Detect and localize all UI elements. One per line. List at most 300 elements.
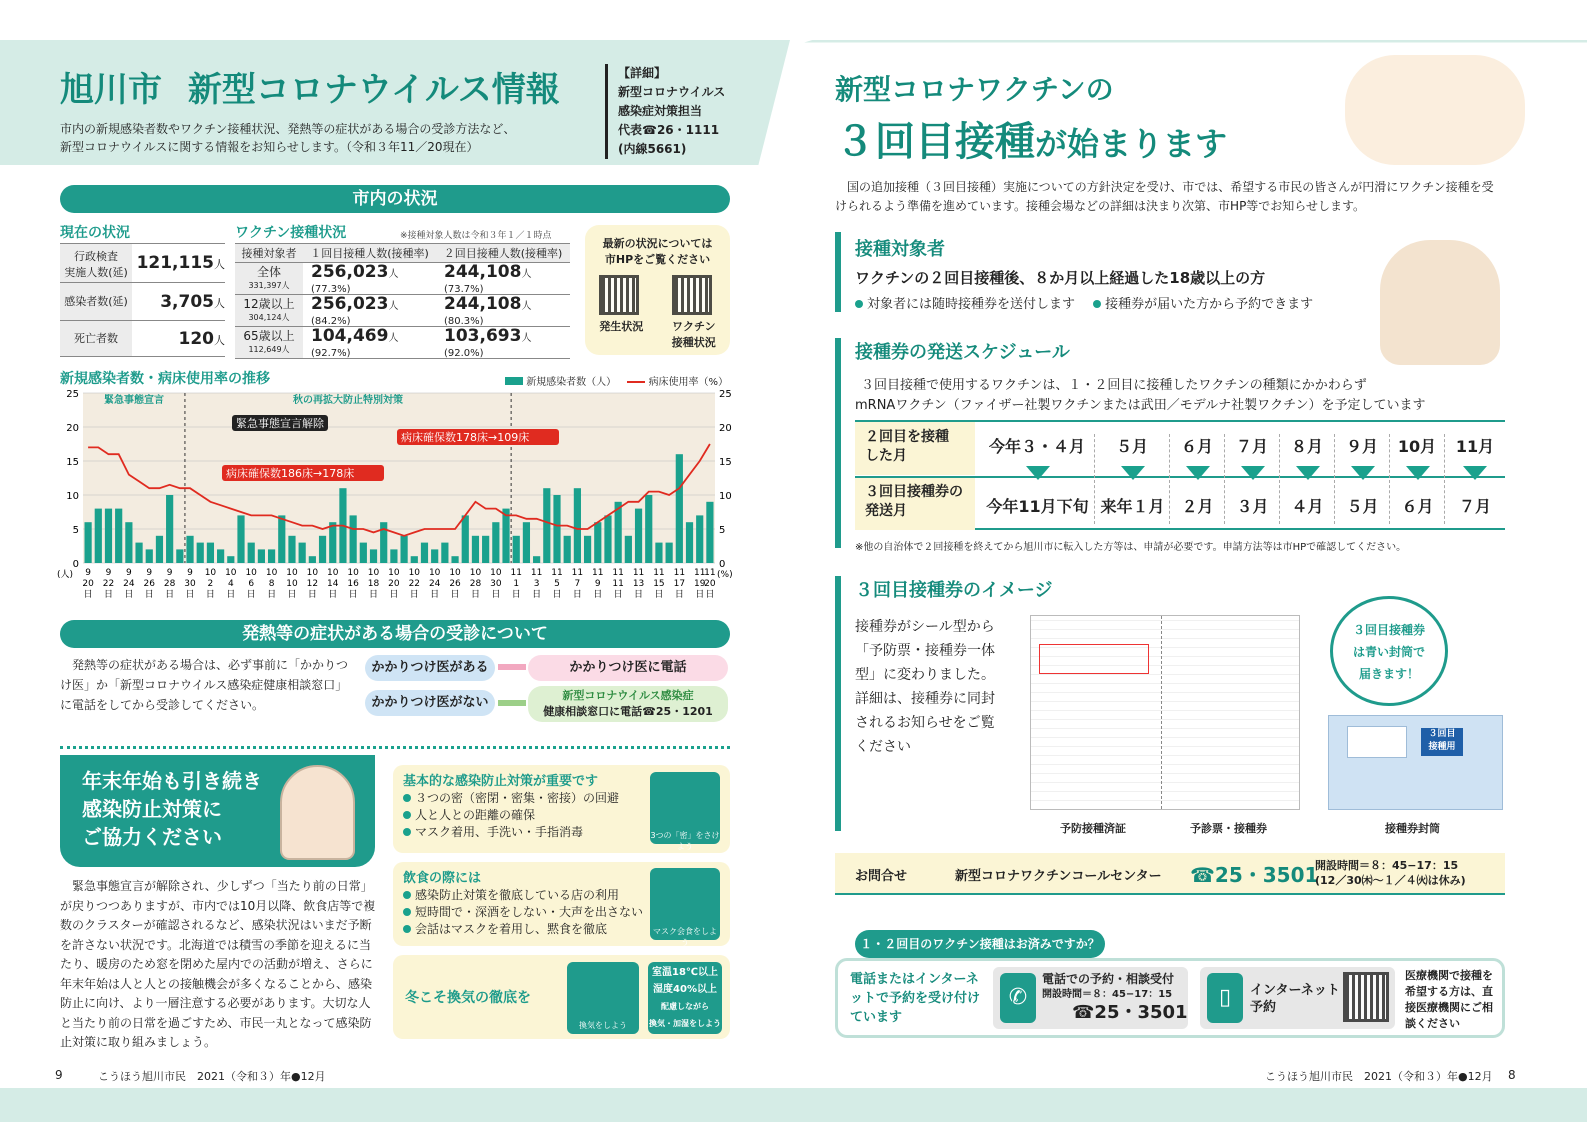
sched-month-ship: ６月 bbox=[1401, 497, 1434, 516]
status-value bbox=[132, 329, 225, 349]
x-tick-label: 10 bbox=[327, 568, 339, 578]
chart-bar bbox=[533, 556, 540, 563]
x-tick-label: 28 bbox=[469, 579, 482, 589]
detail-line4: (内線5661) bbox=[618, 142, 687, 156]
chart-bar bbox=[625, 536, 632, 563]
tip-item-text: 会話はマスクを着用し、黙食を徹底 bbox=[415, 922, 608, 936]
status-number: 120 bbox=[178, 328, 214, 349]
contact-label: お問合せ bbox=[855, 869, 908, 884]
chart-bar bbox=[146, 549, 153, 563]
intro-line1: 市内の新規感染者数やワクチン接種状況、発熱等の症状がある場合の受診方法など、 bbox=[60, 122, 516, 136]
x-tick-label: 16 bbox=[347, 579, 359, 589]
x-tick-label: 9 bbox=[166, 568, 173, 578]
status-row bbox=[60, 283, 225, 321]
x-tick-label: 日 bbox=[572, 590, 582, 600]
x-tick-label: 日 bbox=[287, 590, 297, 600]
x-tick-label: 日 bbox=[613, 590, 623, 600]
right-intro: 国の追加接種（３回目接種）実施についての方針決定を受け、市では、希望する市民の皆さんが円滑にワクチン接種を受けられるよう準備を進めています。接種会場などの詳細は決まり次第、市HP等でお知らせします。 bbox=[835, 180, 1494, 213]
dose1-number: 104,469 bbox=[311, 326, 389, 346]
h-image-title: ３回目接種券のイメージ bbox=[855, 580, 1053, 601]
year-title3: ご協力ください bbox=[82, 825, 222, 849]
x-tick-label: 日 bbox=[124, 590, 134, 600]
bullet-icon bbox=[1093, 300, 1101, 308]
net-title1: インターネット bbox=[1250, 983, 1340, 998]
chart-bar bbox=[95, 509, 102, 563]
arrow-down-icon bbox=[1351, 466, 1375, 480]
contact-hours1: 開設時間＝８：45−17：15 bbox=[1315, 859, 1459, 872]
x-tick-label: 14 bbox=[327, 579, 339, 589]
sched-text2: mRNAワクチン（ファイザー社製ワクチンまたは武田／モデルナ社製ワクチン）を予定しています bbox=[855, 398, 1426, 413]
tip-item-text: 感染防止対策を徹底している店の利用 bbox=[415, 888, 620, 902]
contact-hours2: (12／30㈭〜１／４㈫は休み) bbox=[1315, 874, 1466, 887]
x-tick-label: 10 bbox=[428, 568, 441, 578]
sched-month-2nd: 今年３・４月 bbox=[980, 434, 1095, 524]
x-tick-label: 10 bbox=[225, 568, 237, 578]
chart-bar bbox=[105, 509, 112, 563]
detail-line1: 新型コロナウイルス bbox=[618, 85, 726, 99]
year-text: 緊急事態宣言が解除され、少しずつ「当たり前の日常」が戻りつつありますが、市内では10月以降、飲食店等で複数のクラスターが確認されるなど、感染状況はいまだ予断を許さない状況です。北海道では積雪の季節を迎えるに当たり、暖房のため窓を閉めた屋内での活動が増え、さらに年末年始は人と人との接触機会が多くなることから、感染防止に向け、より一層注意する必要があります。大切な人と当たり前の日常を過ごすため、市民一丸となって感染防止対策に取り組みましょう。 bbox=[60, 879, 376, 1049]
qr-code-icon bbox=[672, 275, 712, 315]
envelope-badge-line1: ３回目 bbox=[1428, 729, 1456, 739]
right-title1: 新型コロナワクチンの bbox=[835, 73, 1114, 106]
qr-label: ワクチン bbox=[672, 320, 716, 333]
y-tick-left: 15 bbox=[66, 457, 79, 468]
dose1-rate: 人(92.7%) bbox=[311, 333, 399, 359]
x-tick-label: 日 bbox=[348, 590, 358, 600]
chart-bar bbox=[166, 495, 173, 563]
chart-bar bbox=[197, 543, 204, 563]
sched-month-ship: ７月 bbox=[1458, 497, 1491, 516]
cap-cert: 予防接種済証 bbox=[1060, 822, 1126, 835]
period-label: 緊急事態宣言 bbox=[103, 395, 164, 406]
tip-item-text: マスク着用、手洗い・手指消毒 bbox=[415, 825, 584, 839]
chart-bar bbox=[462, 515, 469, 563]
status-row bbox=[60, 243, 225, 283]
x-tick-label: 10 bbox=[265, 568, 278, 578]
humidity-text: 湿度40%以上 bbox=[653, 984, 717, 995]
note-text: 配慮しながら bbox=[661, 1002, 709, 1011]
chart-bar bbox=[635, 509, 642, 563]
y-tick-left: 5 bbox=[72, 525, 79, 536]
status-label: 行政検査 実施人数(延) bbox=[60, 244, 132, 282]
x-tick-label: 22 bbox=[408, 579, 421, 589]
qr-vaccine[interactable] bbox=[672, 275, 716, 350]
x-tick-label: 10 bbox=[469, 568, 482, 578]
chart-bar bbox=[451, 556, 458, 563]
x-tick-label: 11 bbox=[612, 579, 624, 589]
vacc-group-count: 304,124人 bbox=[248, 313, 290, 322]
note-text: 換気・加湿をしよう bbox=[649, 1019, 721, 1028]
x-tick-label: 28 bbox=[163, 579, 176, 589]
dose2-number: 103,693 bbox=[444, 326, 522, 346]
status-unit: 人 bbox=[214, 333, 225, 347]
dose2-number: 244,108 bbox=[444, 262, 522, 282]
vacc-group-name: 12歳以上 bbox=[243, 297, 295, 311]
bubble-line1: ３回目接種券 bbox=[1352, 623, 1425, 637]
detail-label: 【詳細】 bbox=[618, 66, 667, 80]
h-schedule bbox=[835, 338, 841, 548]
x-tick-label: 26 bbox=[449, 579, 461, 589]
x-tick-label: 11 bbox=[632, 568, 645, 578]
schedule-table bbox=[855, 420, 1505, 530]
red-box bbox=[1039, 644, 1149, 674]
x-tick-label: 日 bbox=[705, 590, 715, 600]
arrow-down-icon bbox=[1463, 466, 1487, 480]
chart-bar bbox=[319, 536, 326, 563]
phone-icon: ✆ bbox=[1000, 973, 1036, 1023]
x-tick-label: 日 bbox=[267, 590, 277, 600]
chart-bar bbox=[553, 495, 560, 563]
status-unit: 人 bbox=[214, 296, 225, 310]
chart-bar bbox=[706, 502, 713, 563]
chart-bar bbox=[666, 543, 673, 563]
x-tick-label: 24 bbox=[428, 579, 441, 589]
chart-bar bbox=[207, 543, 214, 563]
qr-label: 発生状況 bbox=[599, 320, 644, 333]
chart-bar bbox=[237, 515, 244, 563]
sched-month-ship: 来年１月 bbox=[1100, 497, 1165, 516]
cap-voucher: 予診票・接種券 bbox=[1190, 822, 1267, 835]
chart-bar bbox=[227, 556, 234, 563]
sched-month-ship: ５月 bbox=[1346, 497, 1379, 516]
y-tick-left: 25 bbox=[66, 389, 79, 400]
vacc-head-dose2: ２回目接種人数(接種率) bbox=[443, 247, 563, 260]
x-tick-label: 10 bbox=[408, 568, 421, 578]
annotation-label: 病床確保数178床→109床 bbox=[401, 431, 530, 444]
chart-bar bbox=[125, 522, 132, 563]
chart-bar bbox=[401, 536, 408, 563]
vacc-dose2 bbox=[436, 262, 570, 295]
nurse-illustration bbox=[1380, 240, 1500, 365]
detail-line2: 感染症対策担当 bbox=[618, 104, 703, 118]
chart-bar bbox=[370, 549, 377, 563]
bubble-line2: は青い封筒で bbox=[1352, 645, 1425, 659]
chart-bar bbox=[543, 488, 550, 563]
arrow-down-icon bbox=[1406, 466, 1430, 480]
detail-line3: 代表☎26・1111 bbox=[618, 123, 720, 137]
net-title2: 予約 bbox=[1250, 1000, 1277, 1015]
row1-label: ２回目を接種 した月 bbox=[855, 422, 975, 475]
chart-bar bbox=[115, 509, 122, 563]
x-tick-label: 10 bbox=[306, 568, 319, 578]
x-tick-label: 10 bbox=[490, 568, 502, 578]
x-tick-label: 30 bbox=[184, 579, 196, 589]
section-fever: 発熱等の症状がある場合の受診について bbox=[60, 620, 730, 648]
x-tick-label: 日 bbox=[491, 590, 501, 600]
chart-bar bbox=[584, 536, 591, 563]
chart-bar bbox=[482, 536, 489, 563]
tip-icon-label: 換気をしよう bbox=[579, 1021, 627, 1030]
x-tick-label: 9 bbox=[594, 579, 601, 589]
y-tick-right: 25 bbox=[719, 389, 732, 400]
chart-bar bbox=[564, 536, 571, 563]
y-tick-right: 10 bbox=[719, 491, 732, 502]
chart-bar bbox=[676, 454, 683, 563]
title-city: 旭川市 bbox=[60, 70, 162, 110]
vacc-rows bbox=[235, 263, 570, 359]
vacc-row bbox=[235, 295, 570, 327]
arrow-icon bbox=[498, 700, 526, 706]
x-tick-label: 7 bbox=[574, 579, 581, 589]
x-tick-label: 10 bbox=[449, 568, 461, 578]
legend-bar-label: 新規感染者数（人） bbox=[526, 377, 617, 388]
arrow-down-icon bbox=[1296, 466, 1320, 480]
left-title bbox=[60, 62, 560, 111]
x-tick-label: 30 bbox=[490, 579, 502, 589]
chart-bar bbox=[258, 549, 265, 563]
row2-label: ３回目接種券の 発送月 bbox=[855, 477, 975, 530]
chart-bar bbox=[360, 543, 367, 563]
y-tick-left: 10 bbox=[66, 491, 79, 502]
net-info bbox=[1250, 982, 1340, 1016]
dose2-rate: 人(73.7%) bbox=[444, 269, 532, 295]
x-tick-label: 9 bbox=[105, 568, 112, 578]
x-tick-label: 11 bbox=[551, 568, 563, 578]
x-tick-label: 日 bbox=[511, 590, 521, 600]
detail-box bbox=[605, 64, 725, 159]
target-bullet2: 接種券が届いた方から予約できます bbox=[1105, 297, 1314, 312]
latest-box bbox=[585, 225, 730, 355]
temp-humidity-box bbox=[648, 962, 722, 1034]
divider bbox=[60, 746, 730, 749]
fever-yes: かかりつけ医がある bbox=[365, 655, 495, 681]
latest-line1: 最新の状況については bbox=[602, 237, 713, 250]
envelope-badge bbox=[1421, 728, 1463, 756]
vacc-group-count: 112,649人 bbox=[248, 345, 290, 354]
title-main: 新型コロナウイルス情報 bbox=[187, 70, 560, 110]
sched-text1: ３回目接種で使用するワクチンは、１・２回目に接種したワクチンの種類にかかわらず bbox=[861, 378, 1367, 393]
target-text: ワクチンの２回目接種後、８か月以上経過した18歳以上の方 bbox=[855, 269, 1266, 287]
bullet-icon bbox=[403, 811, 411, 819]
sched-text bbox=[855, 376, 1425, 416]
x-tick-label: 2 bbox=[207, 579, 214, 589]
reservation-text: 電話またはインターネットで予約を受け付けています bbox=[850, 972, 981, 1025]
vacc-row bbox=[235, 327, 570, 359]
sched-month-ship: ２月 bbox=[1181, 497, 1214, 516]
x-tick-label: 日 bbox=[369, 590, 379, 600]
chart-bar bbox=[574, 488, 581, 563]
vacc-note: ※接種対象人数は令和３年１／１時点 bbox=[400, 231, 552, 241]
x-tick-label: 日 bbox=[185, 590, 195, 600]
sched-month-ship: 今年11月下旬 bbox=[986, 497, 1089, 516]
title-starts: が始まります bbox=[1035, 125, 1228, 163]
x-tick-label: 12 bbox=[306, 579, 319, 589]
chart-bar bbox=[350, 515, 357, 563]
chart-bar bbox=[655, 543, 662, 563]
doctor-illustration bbox=[280, 765, 355, 860]
tip-icon-3mitsu bbox=[650, 772, 720, 851]
legend-line-label: 病床使用率（%） bbox=[648, 377, 729, 388]
chart-bar bbox=[135, 543, 142, 563]
x-tick-label: 日 bbox=[226, 590, 236, 600]
status-unit: 人 bbox=[214, 258, 225, 271]
tip-icon-mask bbox=[650, 868, 720, 947]
sched-month-2nd: ６月 bbox=[1170, 434, 1225, 524]
x-tick-label: 11 bbox=[704, 568, 716, 578]
status-number: 121,115 bbox=[136, 253, 214, 273]
blue-envelope-bubble bbox=[1330, 596, 1448, 706]
chart-bar bbox=[431, 549, 438, 563]
chart-bar bbox=[176, 549, 183, 563]
bullet-icon bbox=[403, 891, 411, 899]
perforation bbox=[1161, 616, 1162, 809]
dose2-rate: 人(80.3%) bbox=[444, 301, 532, 327]
x-tick-label: 日 bbox=[409, 590, 419, 600]
chart-bar bbox=[309, 556, 316, 563]
vacc-dose2 bbox=[436, 326, 570, 359]
x-tick-label: 17 bbox=[673, 579, 686, 589]
tip-item-text: 短時間で・深酒をしない・大声を出さない bbox=[415, 905, 644, 919]
qr-label: 接種状況 bbox=[671, 336, 716, 349]
vacc-dose1 bbox=[303, 262, 436, 295]
sched-month-2nd: ９月 bbox=[1335, 434, 1390, 524]
fever-text: 発熱等の症状がある場合は、必ず事前に「かかりつけ医」か「新型コロナウイルス感染症健康相談窓口」に電話をしてから受診してください。 bbox=[60, 658, 349, 712]
envelope-window bbox=[1347, 726, 1407, 758]
x-tick-label: 3 bbox=[533, 579, 540, 589]
phone-hours: 開設時間＝８：45−17：15 bbox=[1042, 989, 1173, 1000]
x-tick-label: 日 bbox=[654, 590, 664, 600]
arrow-down-icon bbox=[1026, 466, 1050, 480]
tip-title: 飲食の際には bbox=[403, 871, 482, 886]
chart-bar bbox=[441, 543, 448, 563]
x-tick-label: 20 bbox=[388, 579, 400, 589]
bullet-icon bbox=[403, 908, 411, 916]
status-label: 感染者数(延) bbox=[60, 283, 132, 320]
x-tick-label: 日 bbox=[593, 590, 603, 600]
h-target-title: 接種対象者 bbox=[855, 239, 945, 260]
x-tick-label: 11 bbox=[653, 568, 665, 578]
x-tick-label: 11 bbox=[530, 568, 543, 578]
x-tick-label: 日 bbox=[144, 590, 154, 600]
chart-title: 新規感染者数・病床使用率の推移 bbox=[60, 371, 270, 387]
x-tick-label: 20 bbox=[704, 579, 716, 589]
clinic-text: 医療機関で接種を希望する方は、直接医療機関にご相談ください bbox=[1405, 969, 1493, 1030]
x-tick-label: 日 bbox=[83, 590, 93, 600]
temp-text: 室温18℃以上 bbox=[651, 967, 719, 978]
chart-bar bbox=[268, 549, 275, 563]
x-tick-label: 10 bbox=[245, 568, 257, 578]
image-text: 接種券がシール型から「予防票・接種券一体型」に変わりました。詳細は、接種券に同封されるお知らせをご覧ください bbox=[855, 619, 995, 755]
h-target bbox=[835, 232, 841, 312]
x-tick-label: 日 bbox=[205, 590, 215, 600]
x-tick-label: 日 bbox=[674, 590, 684, 600]
right-title2 bbox=[835, 110, 1227, 167]
chart-bar bbox=[390, 549, 397, 563]
x-tick-label: 8 bbox=[268, 579, 275, 589]
chart-bar bbox=[248, 543, 255, 563]
target-bullets bbox=[855, 293, 1313, 312]
blue-envelope bbox=[1328, 715, 1503, 810]
chart-bar bbox=[217, 549, 224, 563]
x-tick-label: 1 bbox=[513, 579, 520, 589]
vacc-group-name: 65歳以上 bbox=[243, 329, 295, 343]
chart-bar bbox=[278, 515, 285, 563]
vacc-dose1 bbox=[303, 326, 436, 359]
dose1-number: 256,023 bbox=[311, 294, 389, 314]
intro-line2: 新型コロナウイルスに関する情報をお知らせします。（令和３年11／20現在） bbox=[60, 140, 479, 154]
x-tick-label: 15 bbox=[653, 579, 665, 589]
arrow-down-icon bbox=[1121, 466, 1145, 480]
x-tick-label: 日 bbox=[552, 590, 562, 600]
x-tick-label: 20 bbox=[82, 579, 94, 589]
x-tick-label: 日 bbox=[165, 590, 175, 600]
status-value bbox=[132, 253, 225, 273]
x-tick-label: 日 bbox=[695, 590, 705, 600]
x-tick-label: 11 bbox=[612, 568, 624, 578]
vacc-group-name: 全体 bbox=[256, 265, 281, 279]
x-tick-label: 10 bbox=[286, 568, 298, 578]
qr-code-icon bbox=[599, 275, 639, 315]
section-city-status: 市内の状況 bbox=[60, 185, 730, 213]
arrow-down-icon bbox=[1241, 466, 1265, 480]
sched-month-2nd: 11月 bbox=[1455, 437, 1495, 456]
x-tick-label: 11 bbox=[510, 568, 522, 578]
chart-bar bbox=[502, 509, 509, 563]
x-tick-label: 10 bbox=[388, 568, 400, 578]
vacc-header-row bbox=[235, 243, 570, 263]
voucher-image bbox=[1030, 615, 1300, 810]
cap-envelope: 接種券封筒 bbox=[1385, 822, 1440, 835]
sched-month-2nd: ７月 bbox=[1225, 434, 1280, 524]
legend-line-swatch bbox=[627, 381, 645, 383]
x-tick-label: 9 bbox=[126, 568, 132, 578]
chart-bar bbox=[492, 522, 499, 563]
contact-hours bbox=[1315, 858, 1466, 888]
dose1-rate: 人(77.3%) bbox=[311, 269, 399, 295]
tip-icon-window bbox=[567, 962, 639, 1034]
phone-title: 電話での予約・相談受付 bbox=[1042, 972, 1175, 986]
fever-yes-to: かかりつけ医に電話 bbox=[528, 655, 728, 681]
x-tick-label: 10 bbox=[286, 579, 298, 589]
y-tick-left: 0 bbox=[72, 559, 79, 570]
x-tick-label: 13 bbox=[632, 579, 645, 589]
x-tick-label: 日 bbox=[532, 590, 542, 600]
chart-bar bbox=[411, 556, 418, 563]
qr-row bbox=[585, 275, 730, 350]
fever-no-to-line2: 健康相談窓口に電話☎25・1201 bbox=[543, 705, 713, 718]
legend-bar-swatch bbox=[505, 377, 523, 385]
chart-bar bbox=[696, 515, 703, 563]
fever-no-to-line1: 新型コロナウイルス感染症 bbox=[562, 689, 694, 702]
bullet-icon bbox=[403, 925, 411, 933]
x-tick-label: 日 bbox=[328, 590, 338, 600]
chart-bar bbox=[299, 543, 306, 563]
tip-title: 基本的な感染防止対策が重要です bbox=[403, 774, 599, 789]
tip-title: 冬こそ換気の徹底を bbox=[405, 990, 531, 1006]
arrow-down-icon bbox=[1186, 466, 1210, 480]
x-tick-label: 19 bbox=[693, 579, 706, 589]
x-tick-label: 日 bbox=[103, 590, 113, 600]
dose1-number: 256,023 bbox=[311, 262, 389, 282]
x-tick-label: 9 bbox=[187, 568, 193, 578]
vaccine-illustration bbox=[1345, 55, 1525, 165]
x-tick-label: 10 bbox=[367, 568, 380, 578]
x-tick-label: 10 bbox=[347, 568, 359, 578]
phone-tel: ☎25・3501 bbox=[1072, 1002, 1188, 1023]
net-qr-code[interactable] bbox=[1343, 972, 1389, 1022]
target-bullet1: 対象者には随時接種券を送付します bbox=[867, 297, 1076, 312]
tip-icon-label: 3つの「密」をさけよう bbox=[650, 831, 720, 851]
y-tick-left: 20 bbox=[66, 423, 79, 434]
y-axis-label-right: (%) bbox=[717, 570, 733, 580]
qr-outbreak[interactable] bbox=[599, 275, 643, 350]
y-tick-right: 20 bbox=[719, 423, 732, 434]
annotation-label: 緊急事態宣言解除 bbox=[236, 417, 324, 430]
chart-bar bbox=[156, 536, 163, 563]
vacc-row bbox=[235, 263, 570, 295]
chart-bar bbox=[421, 543, 428, 563]
bullet-icon bbox=[403, 828, 411, 836]
